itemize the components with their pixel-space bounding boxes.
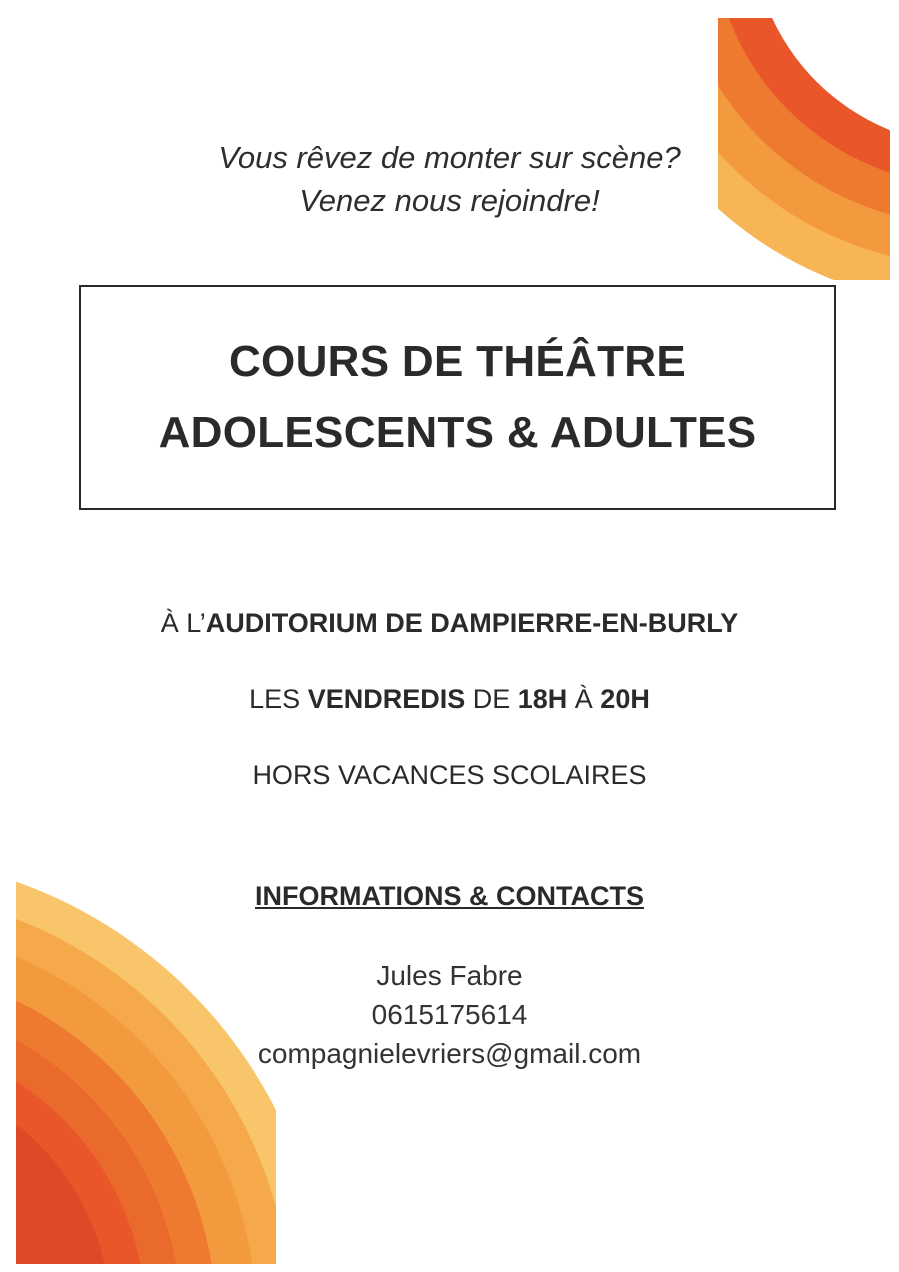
title-box bbox=[79, 285, 836, 510]
schedule-start: 18H bbox=[517, 684, 568, 714]
tagline-line-2: Venez nous rejoindre! bbox=[299, 183, 600, 218]
title-line-2: ADOLESCENTS & ADULTES bbox=[158, 408, 757, 457]
contacts-heading: INFORMATIONS & CONTACTS bbox=[255, 881, 644, 911]
contact-email[interactable]: compagnielevriers@gmail.com bbox=[257, 1038, 642, 1069]
contact-phone[interactable]: 0615175614 bbox=[371, 999, 528, 1030]
schedule-day: VENDREDIS bbox=[307, 684, 466, 714]
venue-line bbox=[0, 608, 899, 639]
holidays-line: HORS VACANCES SCOLAIRES bbox=[252, 760, 647, 790]
schedule-les: LES bbox=[249, 684, 308, 714]
schedule-line bbox=[0, 684, 899, 715]
schedule-a: À bbox=[567, 684, 601, 714]
schedule-end: 20H bbox=[600, 684, 650, 714]
title-line-1: COURS DE THÉÂTRE bbox=[228, 337, 687, 386]
schedule-de: DE bbox=[465, 684, 518, 714]
venue-name: AUDITORIUM DE DAMPIERRE-EN-BURLY bbox=[205, 608, 739, 638]
venue-prefix: À L’ bbox=[160, 608, 206, 638]
tagline-line-1: Vous rêvez de monter sur scène? bbox=[218, 140, 681, 175]
contact-name: Jules Fabre bbox=[376, 960, 523, 991]
